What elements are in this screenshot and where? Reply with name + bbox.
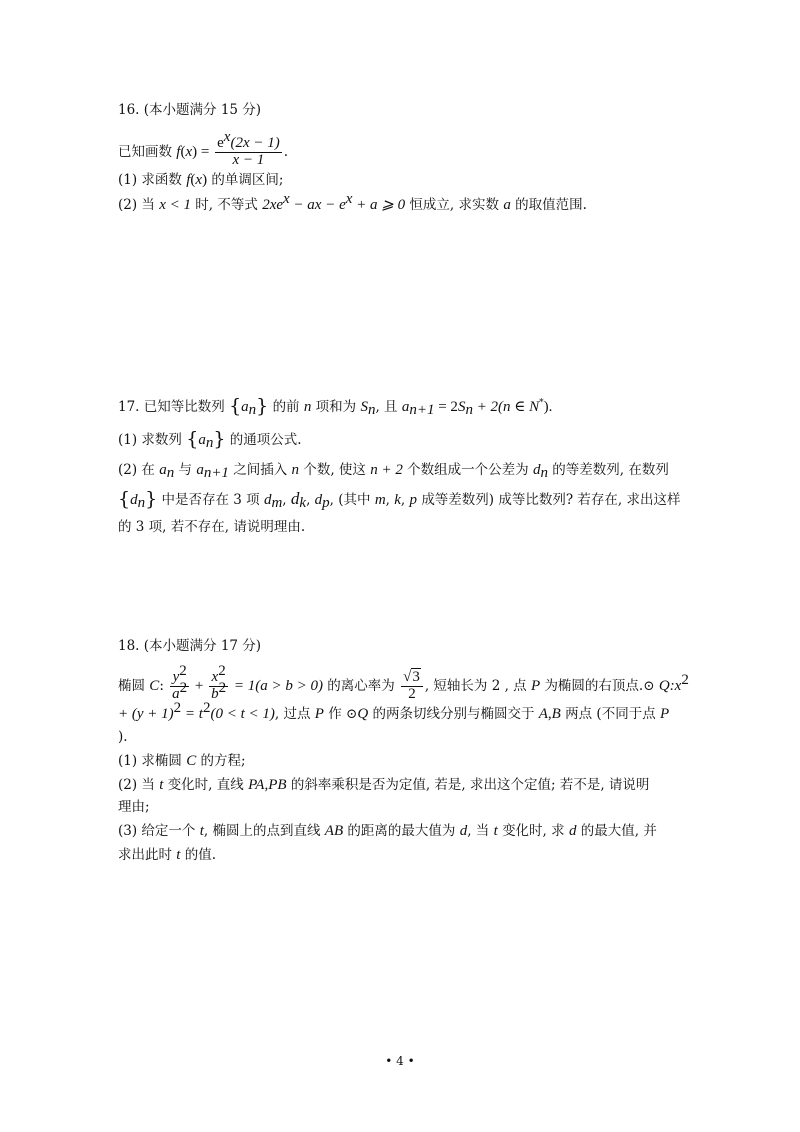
problem-17-q2-line2: $\{d_n\}$ 中是否存在 3 项 $d_m$, $d_k$, $d_p$, (其中 m, k, p 成等差数列) 成等比数列? 若存在, 求出这样 (118, 487, 681, 511)
page-number: • 4 • (385, 1054, 415, 1068)
fraction: $\frac{√3}{2}$ (401, 670, 423, 703)
problem-16-statement: 已知画数 f(x) = $\frac{e^x(2x - 1)}{x - 1}$ . (118, 128, 289, 168)
problem-18-q3-line1: (3) 给定一个 t, 椭圆上的点到直线 AB 的距离的最大值为 d, 当 t 变化时, 求 d 的最大值, 并 (118, 822, 657, 839)
problem-16 (118, 100, 688, 217)
fraction: $\frac{x^2}{b^2}$ (211, 662, 227, 702)
problem-18-q2-line2: 理由; (118, 799, 150, 816)
problem-16-q2: (2) 当 x < 1 时, 不等式 $2xe^x$ − ax − $e^x + a$ ⩾ 0 恒成立, 求实数 a 的取值范围. (118, 190, 587, 213)
problem-17-statement: 17. 已知等比数列 $\{a_n\}$ 的前 n 项和为 $S_n$, 且 $a_{n+1} = 2S_n + 2(n$ ∈ N*). (118, 395, 553, 418)
problem-18-q1: (1) 求椭圆 C 的方程; (118, 752, 246, 769)
fraction: $\frac{e^x(2x - 1)}{x - 1}$ (217, 128, 280, 168)
problem-18-statement-line3: ). (118, 728, 128, 745)
problem-16-q1: (1) 求函数 f(x) 的单调区间; (118, 172, 284, 189)
problem-18-header: 18. (本小题满分 17 分) (118, 638, 262, 654)
problem-18 (118, 636, 688, 868)
problem-18-statement-line1: 椭圆 C: $\frac{y^2}{a^2}$ + $\frac{x^2}{b^2}$ = 1(a > b > 0) 的离心率为 $\frac{√3}{2}$ , 短轴长为 2 , 点 P 为椭圆的右顶点.⊙ $Q:x^2$ (118, 662, 689, 702)
problem-17 (118, 390, 688, 540)
problem-18-statement-line2: + $(y + 1)^2 = t^2(0 < t < 1)$, 过点 P 作 ⊙Q 的两条切线分别与椭圆交于 A,B 两点 (不同于点 P (118, 700, 670, 723)
problem-17-q1: (1) 求数列 $\{a_n\}$ 的通项公式. (118, 428, 302, 452)
fraction: $\frac{y^2}{a^2}$ (172, 662, 188, 702)
problem-18-q2-line1: (2) 当 t 变化时, 直线 PA,PB 的斜率乘积是否为定值, 若是, 求出这个定值; 若不是, 请说明 (118, 776, 650, 793)
problem-18-q3-line2: 求出此时 t 的值. (118, 847, 217, 864)
problem-17-q2-line1: (2) 在 $a_n$ 与 $a_{n+1}$ 之间插入 n 个数, 使这 n + 2 个数组成一个公差为 $d_n$ 的等差数列, 在数列 (118, 461, 669, 481)
problem-16-header: 16. (本小题满分 15 分) (118, 102, 262, 118)
problem-17-q2-line3: 的 3 项, 若不存在, 请说明理由. (118, 519, 306, 535)
